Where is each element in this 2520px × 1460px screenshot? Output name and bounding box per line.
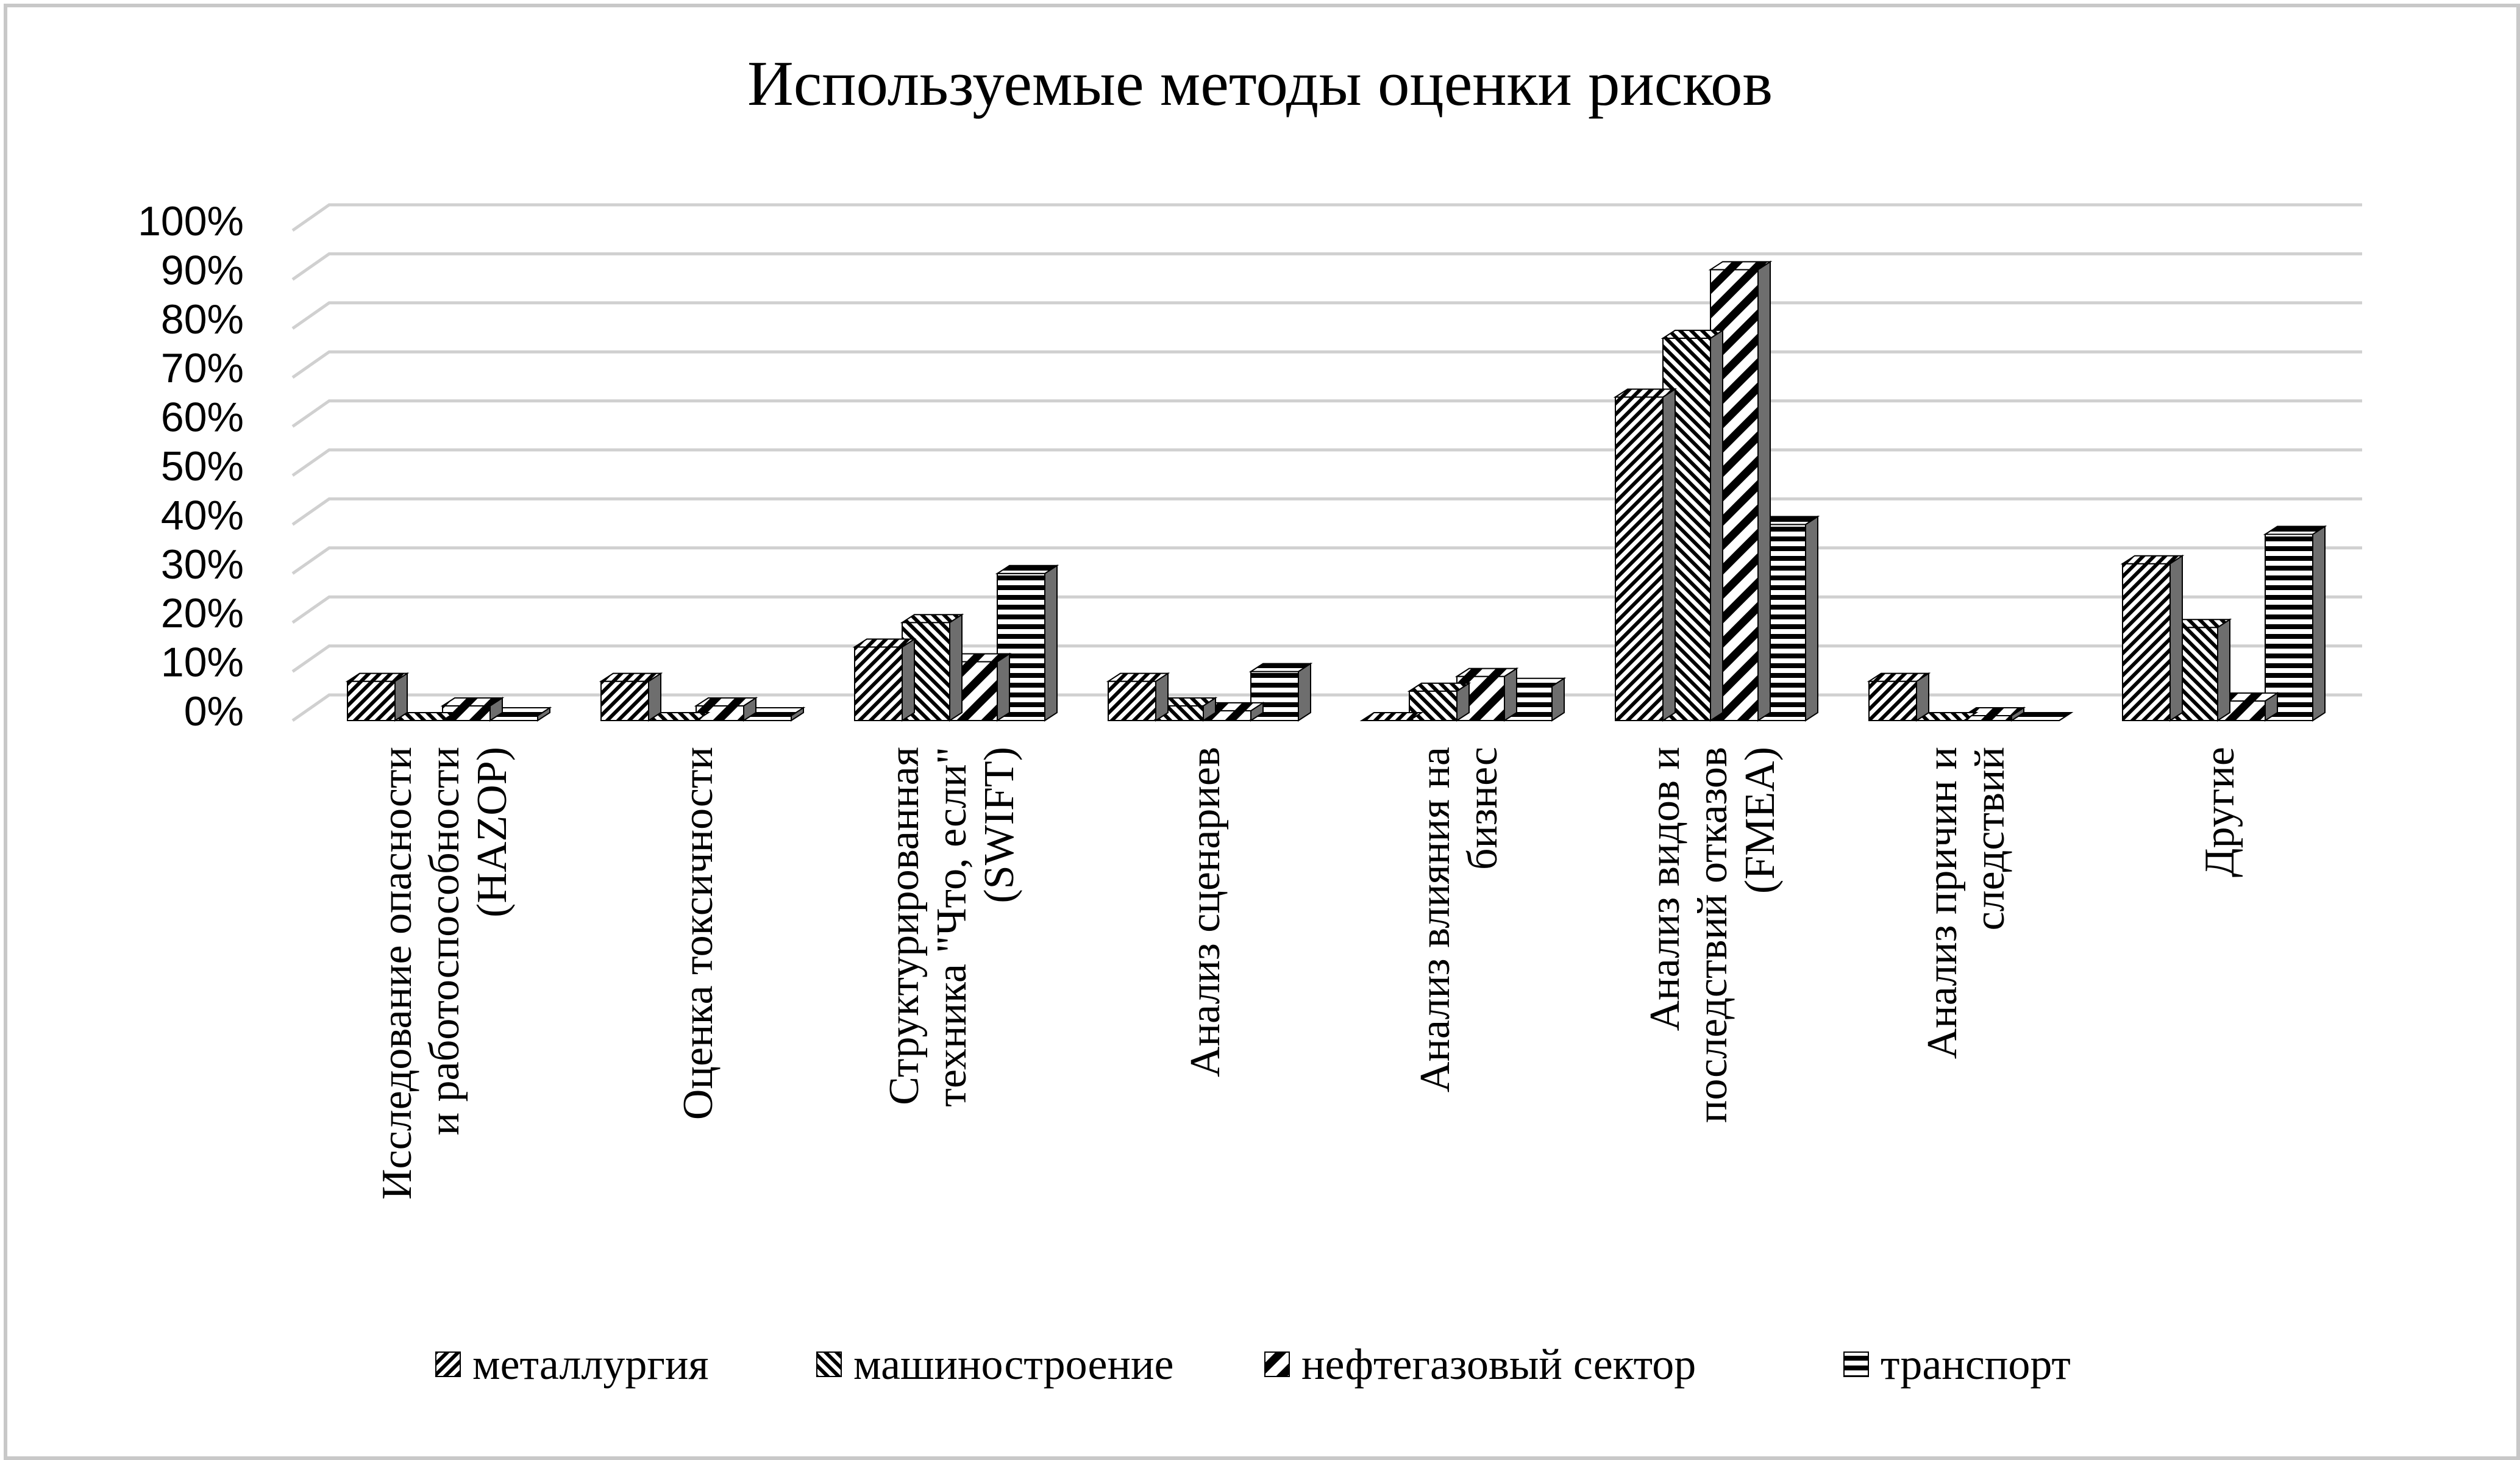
bar-front xyxy=(1615,397,1663,721)
bar xyxy=(1869,674,1929,721)
category-label xyxy=(675,747,722,1120)
legend-swatch xyxy=(436,1352,460,1376)
bar xyxy=(2123,556,2182,721)
bar-front xyxy=(2123,564,2170,721)
bar xyxy=(601,674,661,721)
bar-front xyxy=(855,647,902,721)
gridline xyxy=(293,646,2362,672)
category-label-line: бизнес xyxy=(1459,747,1506,871)
y-tick-label: 10% xyxy=(160,639,244,686)
category-label-line: техника "Что, если" xyxy=(928,747,975,1107)
y-tick-label: 80% xyxy=(160,296,244,343)
category-label-line: Анализ видов и xyxy=(1642,747,1689,1031)
category-label-line: Структурированная xyxy=(881,747,928,1105)
gridline xyxy=(293,548,2362,574)
bar-side xyxy=(1045,566,1057,721)
bar-side xyxy=(1504,669,1517,721)
category-label-line: (FMEA) xyxy=(1737,747,1784,894)
gridline xyxy=(293,499,2362,524)
bar-front xyxy=(601,682,649,721)
gridline xyxy=(293,254,2362,279)
gridline xyxy=(293,205,2362,230)
category-label xyxy=(881,747,1023,1107)
category-label-line: Оценка токсичности xyxy=(675,747,722,1120)
chart-title: Используемые методы оценки рисков xyxy=(747,48,1773,119)
legend-swatch xyxy=(1844,1352,1868,1376)
category-label-line: последствий отказов xyxy=(1689,747,1736,1123)
category-label-line: и работоспособности xyxy=(421,747,468,1136)
bar-front xyxy=(1108,682,1156,721)
legend xyxy=(436,1340,2071,1389)
bar xyxy=(443,698,502,721)
category-label xyxy=(2196,747,2243,877)
bar-side xyxy=(1298,664,1311,721)
legend-item xyxy=(1844,1340,2071,1389)
y-tick-label: 0% xyxy=(183,688,244,735)
category-label-line: Анализ влияния на xyxy=(1412,747,1459,1093)
bar xyxy=(696,698,756,721)
y-tick-label: 50% xyxy=(160,443,244,490)
category-label-line: Другие xyxy=(2196,747,2243,878)
y-tick-label: 60% xyxy=(160,394,244,441)
y-tick-label: 40% xyxy=(160,492,244,539)
bar xyxy=(1108,674,1168,721)
category-label xyxy=(1182,747,1229,1077)
legend-label: транспорт xyxy=(1881,1340,2071,1389)
gridline xyxy=(293,450,2362,475)
bars xyxy=(347,262,2325,721)
bar-side xyxy=(2313,526,2325,721)
bar xyxy=(855,639,914,721)
bar-side xyxy=(950,614,962,721)
legend-swatch xyxy=(817,1352,841,1376)
bar-side xyxy=(1758,262,1770,721)
y-tick-label: 90% xyxy=(160,247,244,294)
bar xyxy=(347,674,407,721)
bar-front xyxy=(347,682,395,721)
bar-front xyxy=(1869,682,1917,721)
gridline xyxy=(293,597,2362,622)
category-label-line: следствий xyxy=(1967,747,2013,931)
category-label xyxy=(1412,747,1506,1092)
bar-side xyxy=(1710,330,1723,721)
legend-swatch xyxy=(1265,1352,1289,1376)
legend-item xyxy=(436,1340,709,1389)
y-tick-label: 30% xyxy=(160,541,244,588)
category-label-line: Анализ сценариев xyxy=(1182,747,1229,1077)
legend-item xyxy=(1265,1340,1696,1389)
bar-side xyxy=(997,654,1009,721)
bar-side xyxy=(1663,389,1675,721)
bar-side xyxy=(1806,516,1818,721)
bar-side xyxy=(2218,619,2230,721)
bar-side xyxy=(902,639,914,721)
gridline xyxy=(293,352,2362,377)
y-tick-label: 20% xyxy=(160,590,244,637)
category-label xyxy=(1642,747,1784,1123)
legend-label: нефтегазовый сектор xyxy=(1301,1340,1696,1389)
category-label xyxy=(374,747,516,1200)
legend-label: металлургия xyxy=(472,1340,709,1389)
gridlines xyxy=(293,205,2362,721)
legend-item xyxy=(817,1340,1173,1389)
x-axis-labels xyxy=(374,747,2243,1200)
gridline xyxy=(293,303,2362,329)
category-label xyxy=(1919,747,2013,1059)
category-label-line: (HAZOP) xyxy=(469,747,516,917)
category-label-line: (SWIFT) xyxy=(976,747,1023,903)
y-tick-label: 70% xyxy=(160,345,244,392)
bar-side xyxy=(2170,556,2182,721)
category-label-line: Анализ причин и xyxy=(1919,747,1966,1059)
gridline xyxy=(293,401,2362,427)
legend-label: машиностроение xyxy=(853,1340,1174,1389)
bar xyxy=(1615,389,1675,721)
y-tick-label: 100% xyxy=(138,198,244,244)
bar xyxy=(2265,526,2325,721)
category-label-line: Исследование опасности xyxy=(374,747,421,1200)
y-axis-ticks xyxy=(138,198,244,735)
